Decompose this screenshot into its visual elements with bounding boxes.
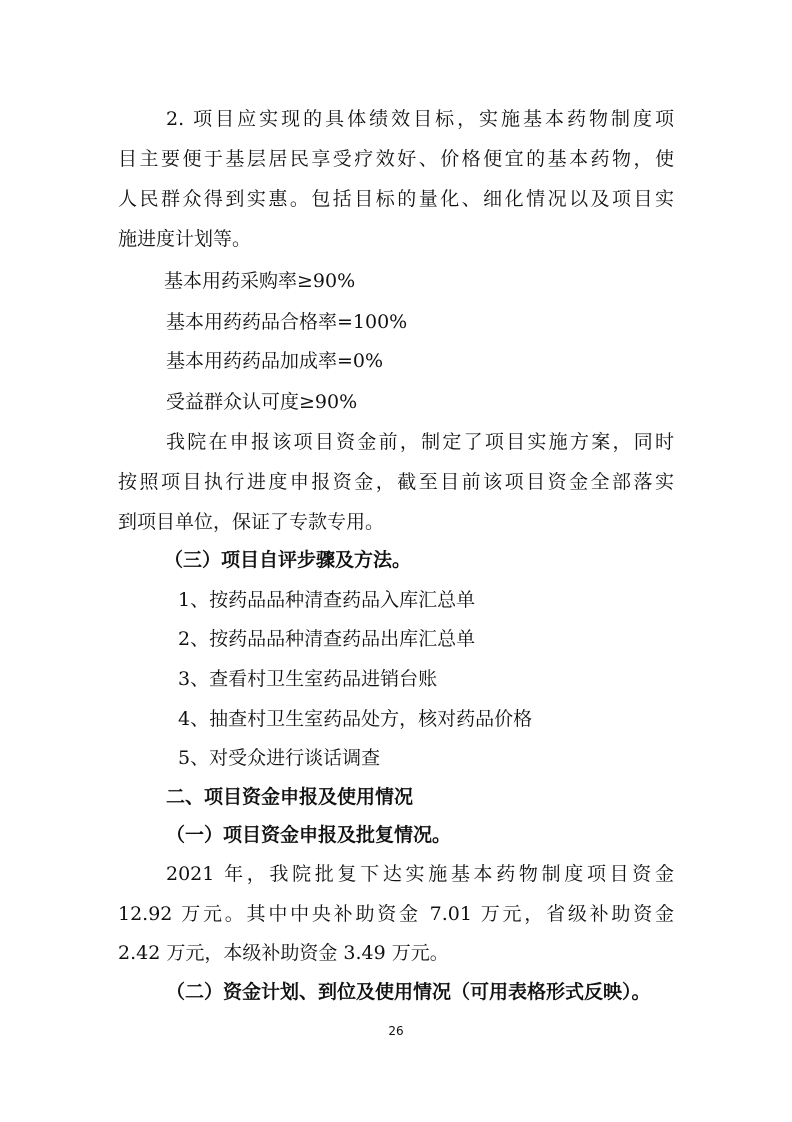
para3-line1: 2021 年，我院批复下达实施基本药物制度项目资金 (166, 863, 674, 885)
step-4: 4、抽查村卫生室药品处方，核对药品价格 (178, 708, 533, 730)
section-heading-2: 二、项目资金申报及使用情况 (166, 786, 414, 808)
section3-heading: （三）项目自评步骤及方法。 (164, 549, 412, 571)
step-3: 3、查看村卫生室药品进销台账 (178, 668, 438, 690)
subsection-2-heading: （二）资金计划、到位及使用情况（可用表格形式反映）。 (166, 981, 651, 1003)
para3-line2: 12.92 万元。其中中央补助资金 7.01 万元，省级补助资金 (118, 903, 674, 925)
para2-line2: 按照项目执行进度申报资金，截至目前该项目资金全部落实 (118, 471, 674, 493)
step-1: 1、按药品品种清查药品入库汇总单 (178, 589, 476, 611)
para1-line2: 目主要便于基层居民享受疗效好、价格便宜的基本药物，使 (118, 148, 674, 170)
step-5: 5、对受众进行谈话调查 (178, 747, 381, 769)
metric-quality-rate: 基本用药药品合格率=100% (166, 311, 408, 333)
para3-line3: 2.42 万元，本级补助资金 3.49 万元。 (118, 942, 449, 964)
subsection-1-heading: （一）项目资金申报及批复情况。 (166, 824, 452, 846)
metric-satisfaction: 受益群众认可度≥90% (166, 391, 358, 413)
para1-line1: 2. 项目应实现的具体绩效目标，实施基本药物制度项 (166, 108, 674, 130)
para1-line4: 施进度计划等。 (118, 228, 252, 250)
step-2: 2、按药品品种清查药品出库汇总单 (178, 628, 476, 650)
para1-line3: 人民群众得到实惠。包括目标的量化、细化情况以及项目实 (118, 188, 674, 210)
para2-line1: 我院在申报该项目资金前，制定了项目实施方案，同时 (166, 431, 674, 453)
page-number: 26 (388, 1024, 404, 1038)
metric-purchase-rate: 基本用药采购率≥90% (164, 270, 356, 292)
para2-line3: 到项目单位，保证了专款专用。 (118, 511, 385, 533)
metric-markup-rate: 基本用药药品加成率=0% (166, 350, 384, 372)
